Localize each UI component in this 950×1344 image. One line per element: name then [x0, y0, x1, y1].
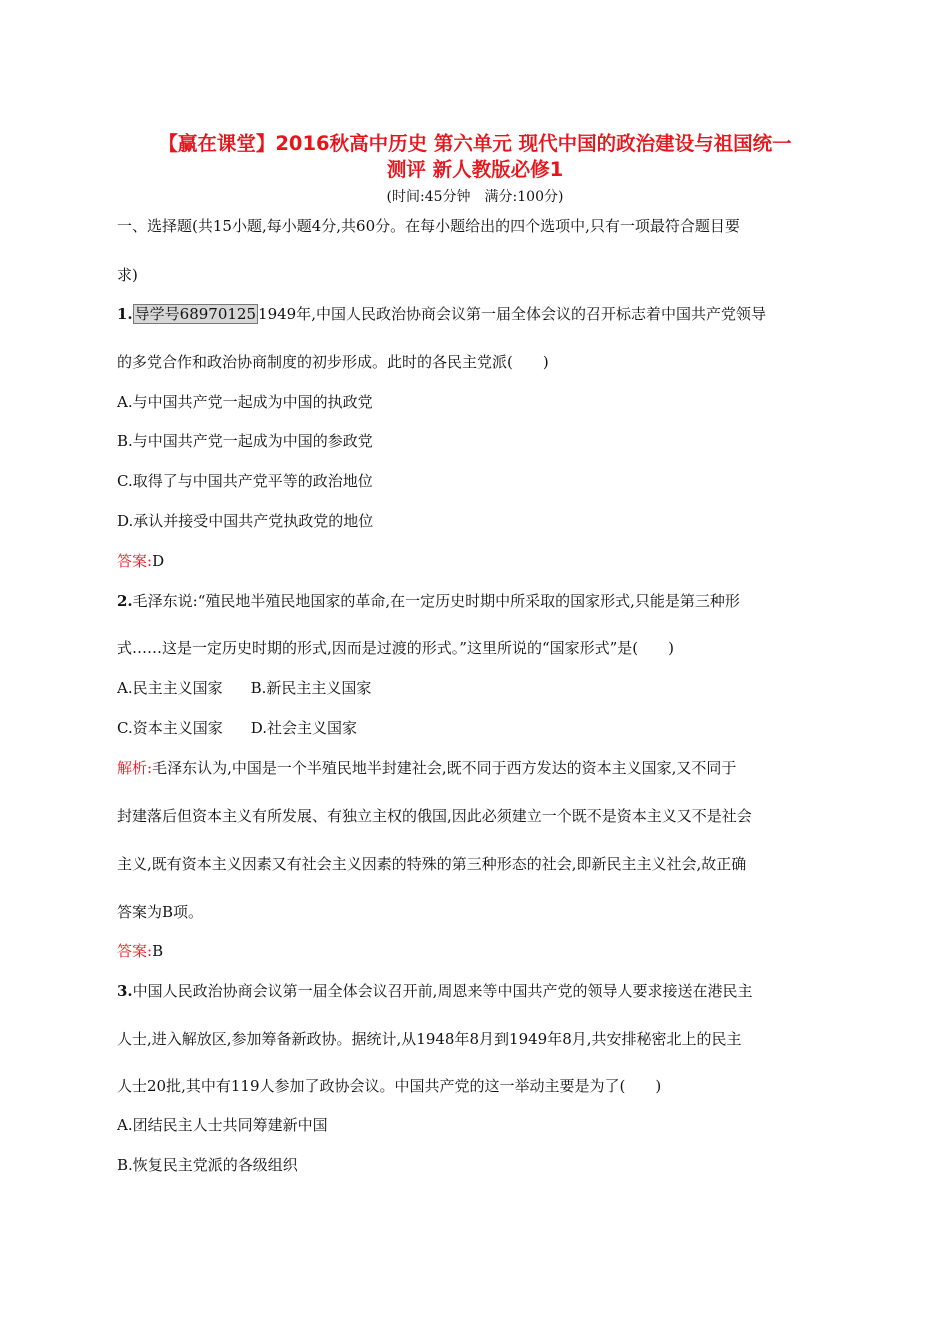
q2-option-a: A.民主主义国家 [117, 679, 223, 697]
q2-answer [117, 940, 163, 962]
q2-option-d: D.社会主义国家 [250, 719, 357, 737]
q2-stem-line1 [117, 590, 740, 612]
document-title-line2: 测评 新人教版必修1 [386, 158, 564, 181]
q1-option-c: C.取得了与中国共产党平等的政治地位 [117, 472, 373, 490]
q2-analysis-label: 解析: [117, 759, 153, 777]
section-heading-line1: 一、选择题(共15小题,每小题4分,共60分。在每小题给出的四个选项中,只有一项最符合题目要 [117, 217, 740, 235]
q1-number: 1. [117, 305, 133, 323]
q1-option-b: B.与中国共产党一起成为中国的参政党 [117, 432, 373, 450]
q2-option-c: C.资本主义国家 [117, 719, 223, 737]
q3-stem-line3: 人士20批,其中有119人参加了政协会议。中国共产党的这一举动主要是为了( ) [117, 1077, 662, 1095]
q3-option-b: B.恢复民主党派的各级组织 [117, 1156, 298, 1174]
q3-stem-line1 [117, 980, 752, 1002]
q2-options-row2 [117, 717, 357, 739]
q1-answer-value: D [152, 552, 165, 570]
q2-answer-label: 答案: [117, 942, 153, 960]
q2-analysis-line4: 答案为B项。 [117, 903, 204, 921]
q1-guide-number-badge[interactable]: 导学号68970125 [134, 305, 257, 323]
q1-stem-line2: 的多党合作和政治协商制度的初步形成。此时的各民主党派( ) [117, 353, 549, 371]
q1-answer [117, 550, 164, 572]
q3-option-a: A.团结民主人士共同筹建新中国 [117, 1116, 328, 1134]
q2-analysis-text1: 毛泽东认为,中国是一个半殖民地半封建社会,既不同于西方发达的资本主义国家,又不同于 [152, 759, 737, 777]
q2-analysis-line1 [117, 757, 736, 779]
q1-stem-line1 [117, 303, 766, 325]
q1-option-d: D.承认并接受中国共产党执政党的地位 [117, 512, 374, 530]
q2-options-row1 [117, 677, 371, 699]
section-heading-line2: 求) [117, 266, 138, 284]
q2-answer-value: B [152, 942, 164, 960]
q2-number: 2. [117, 592, 133, 610]
q1-option-a: A.与中国共产党一起成为中国的执政党 [117, 393, 373, 411]
time-score-info: (时间:45分钟 满分:100分) [386, 189, 564, 205]
document-title-line1: 【赢在课堂】2016秋高中历史 第六单元 现代中国的政治建设与祖国统一 [158, 132, 792, 155]
q1-stem-text1: 1949年,中国人民政治协商会议第一届全体会议的召开标志着中国共产党领导 [258, 305, 766, 323]
q2-stem-text1: 毛泽东说:“殖民地半殖民地国家的革命,在一定历史时期中所采取的国家形式,只能是第三种形 [132, 592, 740, 610]
q2-stem-line2: 式……这是一定历史时期的形式,因而是过渡的形式。”这里所说的“国家形式”是( ) [117, 639, 674, 657]
q1-answer-label: 答案: [117, 552, 153, 570]
q2-option-b: B.新民主主义国家 [250, 679, 372, 697]
q3-number: 3. [117, 982, 133, 1000]
q3-stem-text1: 中国人民政治协商会议第一届全体会议召开前,周恩来等中国共产党的领导人要求接送在港民主 [132, 982, 753, 1000]
q2-analysis-line3: 主义,既有资本主义因素又有社会主义因素的特殊的第三种形态的社会,即新民主主义社会,故正确 [117, 855, 747, 873]
q2-analysis-line2: 封建落后但资本主义有所发展、有独立主权的俄国,因此必须建立一个既不是资本主义又不是社会 [117, 807, 752, 825]
q3-stem-line2: 人士,进入解放区,参加筹备新政协。据统计,从1948年8月到1949年8月,共安排秘密北上的民主 [117, 1030, 742, 1048]
